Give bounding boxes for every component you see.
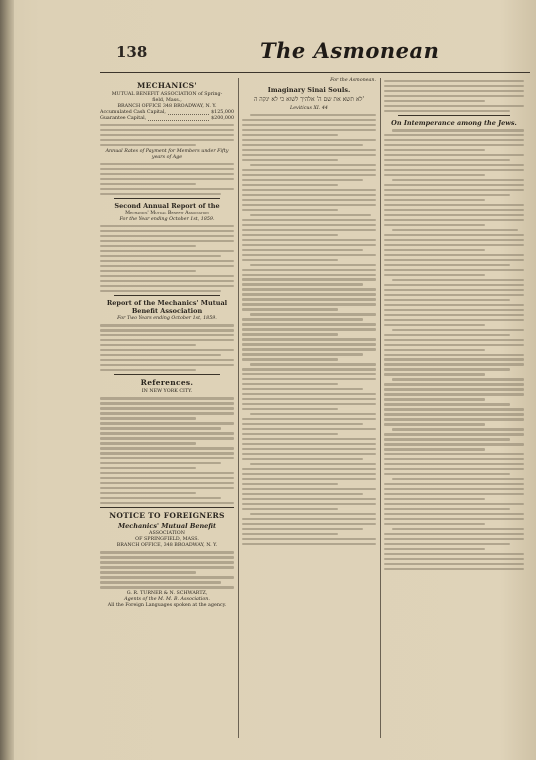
report-table [100,225,234,292]
text-block [100,124,234,146]
notice-text [100,551,234,588]
article-heading: Imaginary Sinai Souls. [267,86,351,94]
article-heading: On Intemperance among the Jews. [391,119,517,128]
notice-footer: All the Foreign Languages spoken at the agency. [107,603,227,609]
notice-heading: NOTICE TO FOREIGNERS [109,511,225,521]
references-heading: References. [140,378,194,388]
notice-subheading: Mechanics' Mutual Benefit [117,522,217,531]
masthead-title: The Asmonean [260,38,440,63]
report-period: For Two Years ending October 1st, 1859. [117,316,217,322]
annual-rates-heading: Annual Rates of Payment for Members under Fifty years of Age [105,148,229,160]
notice-line: ASSOCIATION [149,531,185,537]
capital-label: Guarantee Capital, [100,116,147,121]
section-rule [114,198,220,199]
article-byline: For the Asmonean. [330,78,376,83]
page-header [100,38,520,68]
header-rule [100,72,530,73]
report-table [100,324,234,371]
references-subheading: IN NEW YORK CITY. [141,389,193,395]
report-subheading: Mechanics' Mutual Benefit Association [125,211,209,217]
article-body [384,129,524,570]
epigraph-citation: Leviticus XI. 44 [290,106,328,111]
section-rule [114,374,220,375]
article-body [384,80,524,112]
mechanics-line: MUTUAL BENEFIT ASSOCIATION of Spring- [111,92,223,97]
capital-row [100,116,234,122]
mechanics-line: BRANCH OFFICE 348 BROADWAY, N. Y. [117,104,217,109]
section-rule [398,115,510,116]
notice-signers-role: Agents of the M. M. B. Association. [124,597,210,603]
notice-line: BRANCH OFFICE, 348 BROADWAY, N. Y. [116,543,218,549]
hebrew-epigraph: לא תשא את שם ה' אלהיך לשוא כי לא ינקה ה' [253,96,365,103]
column-divider [238,78,239,738]
report-period: For the Year ending October 1st, 1859. [119,217,215,223]
column-advertisements [100,78,234,718]
article-body [242,114,376,545]
page-binding [0,0,14,760]
rate-table [100,163,234,195]
capital-value: $125,000 [211,110,234,115]
notice-signers: G. R. TURNER & N. SCHWARTZ, [126,591,208,597]
page-number: 138 [116,43,148,61]
column-divider [380,78,381,738]
capital-label: Accumulated Cash Capital, [100,110,166,115]
report-heading: Report of the Mechanics' Mutual Benefit Association [106,299,228,316]
section-rule [100,507,234,508]
column-article [242,78,376,748]
section-rule [114,295,220,296]
references-list [100,397,234,504]
report-heading: Second Annual Report of the [114,202,220,211]
mechanics-line: field, Mass., [152,98,182,103]
capital-value: $200,000 [211,116,234,121]
notice-line: OF SPRINGFIELD, MASS. [135,537,199,543]
mechanics-heading: MECHANICS' [137,81,197,90]
column-article-continued [384,78,524,748]
